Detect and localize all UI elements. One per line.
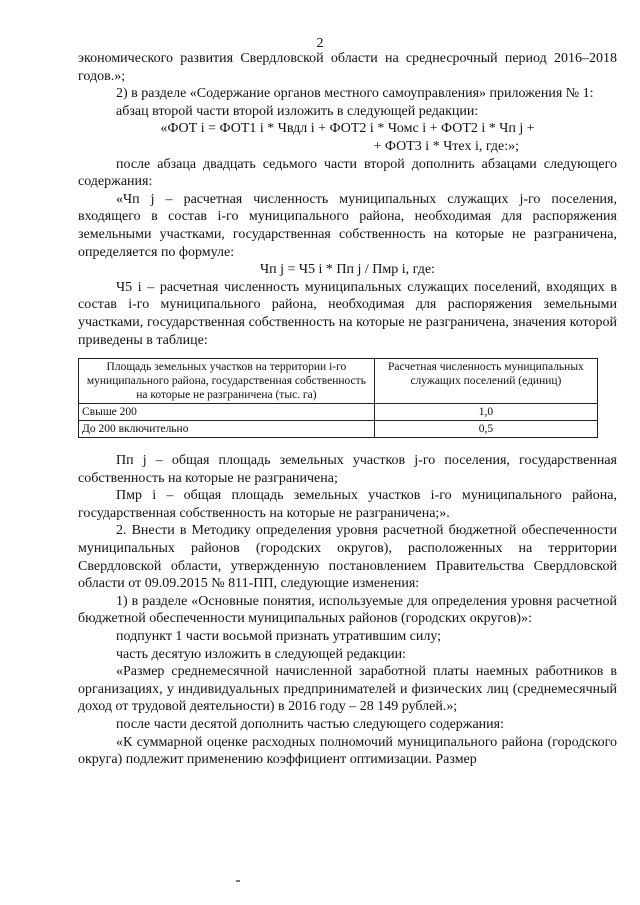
paragraph-2: 2) в разделе «Содержание органов местного самоуправления» приложения № 1: — [116, 86, 594, 102]
formula-line-1: «ФОТ i = ФОТ1 i * Чвдл i + ФОТ2 i * Чомс i + ФОТ2 i * Чп j + — [160, 121, 535, 137]
table-header-area: Площадь земельных участков на территории i-го муниципального района, государственная собственность на которые не разграничена (тыс. га) — [79, 359, 375, 404]
paragraph-5: «Чп j – расчетная численность муниципальных служащих j-го поселения, входящего в состав i-го муниципального района, необходимая для распоряжения земельными участками, государственная собственность на которые не разграничена, определяется по формуле: — [78, 191, 617, 260]
document-body — [78, 50, 617, 769]
staff-table — [78, 358, 598, 438]
scan-mark — [236, 880, 240, 882]
paragraph-10: 1) в разделе «Основные понятия, используемые для определения уровня расчетной бюджетной обеспеченности муниципальных районов (городских округов)»: — [78, 593, 617, 627]
paragraph-15: «К суммарной оценке расходных полномочий муниципального района (городского округа) подлежит применению коэффициент оптимизации. Размер — [78, 734, 617, 768]
paragraph-1: экономического развития Свердловской области на среднесрочный период 2016–2018 годов.»; — [78, 51, 617, 84]
paragraph-6: Ч5 i – расчетная численность муниципальных служащих поселений, входящих в состав i-го муниципального района, необходимая для распоряжения земельными участками, государственная собственность на которые не разграничена, значения которой приведены в таблице: — [78, 279, 617, 348]
formula-line-3: Чп j = Ч5 i * Пп j / Пмр i, где: — [260, 262, 435, 278]
paragraph-12: часть десятую изложить в следующей редакции: — [116, 646, 406, 662]
table-cell-area: До 200 включительно — [79, 421, 375, 438]
paragraph-3: абзац второй части второй изложить в следующей редакции: — [116, 103, 479, 119]
table-cell-area: Свыше 200 — [79, 404, 375, 421]
table-header-row — [79, 359, 598, 404]
table-row — [79, 404, 598, 421]
table-row — [79, 421, 598, 438]
paragraph-8: Пмр i – общая площадь земельных участков i-го муниципального района, государственная собственность на которые не разграничена;». — [78, 488, 617, 521]
table-cell-count: 0,5 — [374, 421, 597, 438]
paragraph-14: после части десятой дополнить частью следующего содержания: — [116, 717, 504, 732]
paragraph-4: после абзаца двадцать седьмого части второй дополнить абзацами следующего содержания: — [78, 156, 617, 190]
page-number: 2 — [316, 36, 324, 51]
paragraph-13: «Размер среднемесячной начисленной заработной платы наемных работников в организациях, у индивидуальных предпринимателей и физических лиц (среднемесячный доход от трудовой деятельности) в 2016 году – 28 149 рублей.»; — [78, 664, 617, 715]
paragraph-11: подпункт 1 части восьмой признать утратившим силу; — [116, 629, 442, 645]
table-header-count: Расчетная численность муниципальных служащих поселений (единиц) — [374, 359, 597, 404]
paragraph-7: Пп j – общая площадь земельных участков j-го поселения, государственная собственность на которые не разграничена; — [78, 453, 617, 486]
table-cell-count: 1,0 — [374, 404, 597, 421]
paragraph-9: 2. Внести в Методику определения уровня расчетной бюджетной обеспеченности муниципальных районов (городских округов), расположенных на территории Свердловской области, утвержденную постановлением Правительства Свердловской области от 09.09.2015 № 811-ПП, следующие изменения: — [78, 523, 617, 592]
formula-line-2: + ФОТ3 i * Чтех i, где:»; — [373, 138, 519, 154]
